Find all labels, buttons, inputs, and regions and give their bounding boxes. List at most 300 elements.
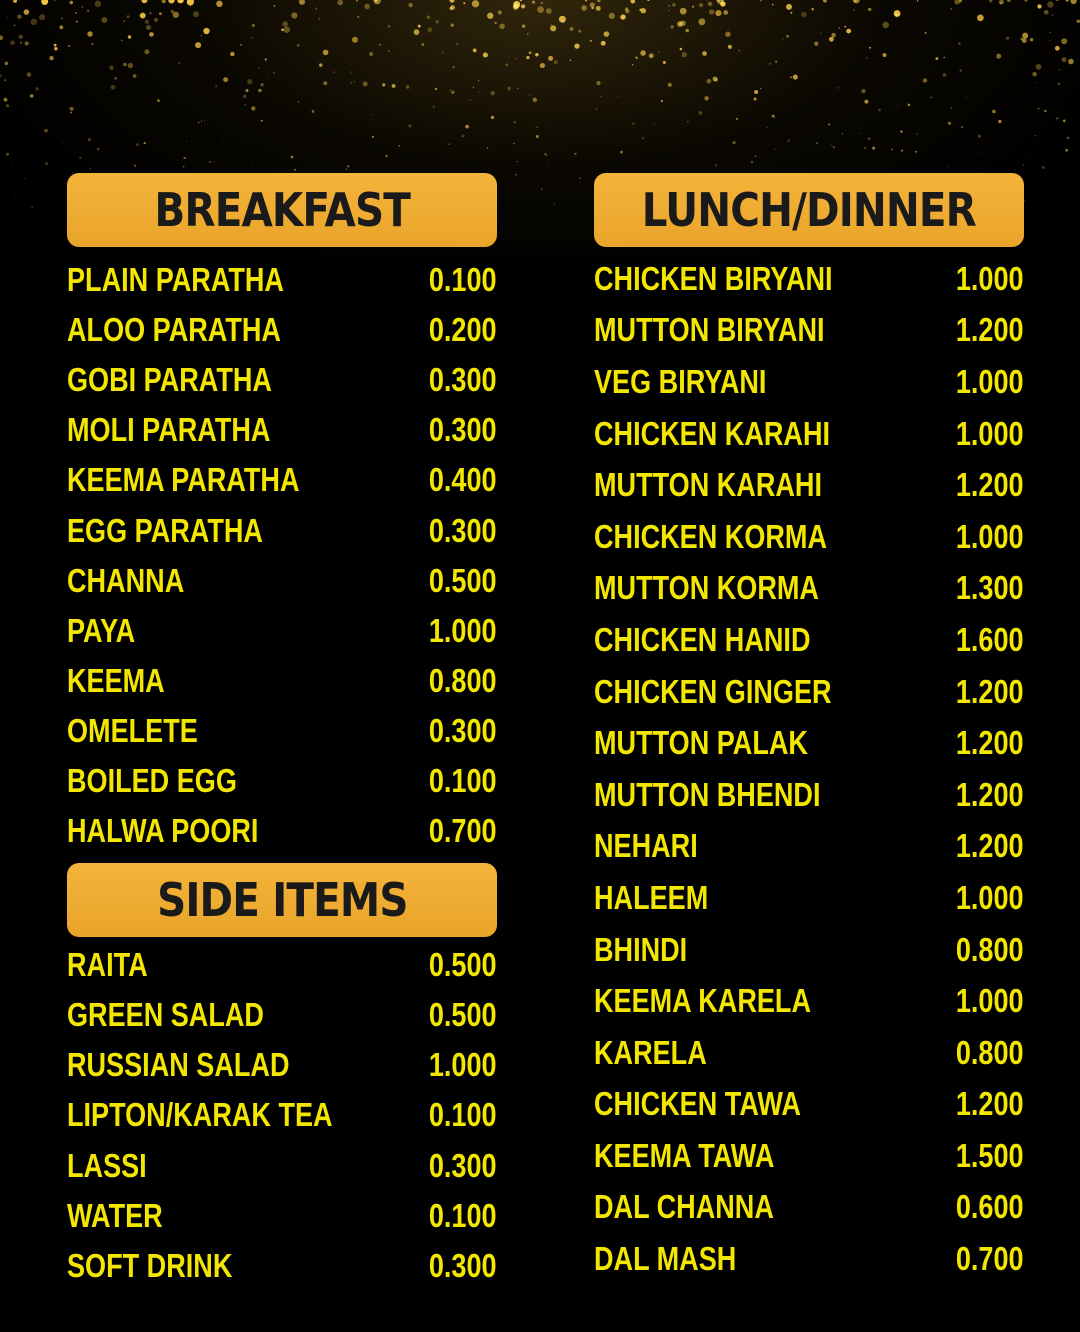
glitter-dot bbox=[642, 137, 644, 139]
glitter-dot bbox=[49, 56, 53, 60]
glitter-dot bbox=[30, 94, 34, 98]
glitter-dot bbox=[45, 162, 48, 165]
glitter-dot bbox=[1047, 1, 1053, 7]
side-items-menu-item bbox=[67, 990, 497, 1040]
glitter-dot bbox=[930, 97, 932, 99]
glitter-dot bbox=[760, 0, 762, 1]
glitter-dot bbox=[529, 94, 530, 95]
glitter-dot bbox=[872, 147, 875, 150]
glitter-dot bbox=[1020, 38, 1023, 41]
glitter-dot bbox=[916, 133, 917, 134]
item-price: 1.000 bbox=[956, 414, 1024, 452]
item-price: 0.300 bbox=[429, 711, 497, 749]
glitter-dot bbox=[838, 27, 840, 29]
item-name: RAITA bbox=[67, 946, 148, 984]
side-items-menu-item bbox=[67, 1040, 497, 1090]
glitter-dot bbox=[1006, 37, 1009, 40]
glitter-dot bbox=[772, 4, 774, 6]
glitter-dot bbox=[725, 31, 730, 36]
glitter-dot bbox=[702, 51, 707, 56]
glitter-dot bbox=[90, 168, 91, 169]
glitter-dot bbox=[382, 83, 385, 86]
item-name: CHICKEN HANID bbox=[594, 620, 811, 658]
item-price: 0.600 bbox=[956, 1188, 1024, 1226]
glitter-dot bbox=[283, 21, 288, 26]
glitter-dot bbox=[183, 166, 185, 168]
lunch-dinner-menu-item bbox=[594, 872, 1024, 924]
glitter-dot bbox=[760, 88, 761, 89]
glitter-dot bbox=[193, 11, 199, 17]
glitter-dot bbox=[388, 50, 389, 51]
glitter-dot bbox=[186, 141, 187, 142]
glitter-dot bbox=[356, 0, 358, 2]
glitter-dot bbox=[965, 97, 966, 98]
glitter-dot bbox=[167, 105, 168, 106]
glitter-dot bbox=[585, 0, 587, 2]
glitter-dot bbox=[541, 188, 543, 190]
glitter-dot bbox=[1035, 135, 1036, 136]
glitter-dot bbox=[570, 60, 572, 62]
item-price: 1.200 bbox=[956, 724, 1024, 762]
glitter-dot bbox=[203, 28, 209, 34]
glitter-dot bbox=[1056, 117, 1058, 119]
glitter-dot bbox=[853, 9, 855, 11]
glitter-dot bbox=[947, 167, 948, 168]
item-name: CHICKEN TAWA bbox=[594, 1085, 801, 1123]
glitter-dot bbox=[846, 29, 851, 34]
glitter-dot bbox=[337, 0, 343, 5]
glitter-dot bbox=[12, 164, 13, 165]
glitter-dot bbox=[198, 122, 199, 123]
glitter-dot bbox=[245, 104, 246, 105]
breakfast-menu-item bbox=[67, 255, 497, 305]
glitter-dot bbox=[590, 40, 592, 42]
glitter-dot bbox=[392, 84, 396, 88]
glitter-dot bbox=[698, 18, 705, 25]
glitter-dot bbox=[364, 4, 369, 9]
item-price: 0.100 bbox=[429, 1096, 497, 1134]
glitter-dot bbox=[609, 13, 615, 19]
glitter-dot bbox=[1049, 31, 1051, 33]
glitter-dot bbox=[559, 16, 566, 23]
item-price: 1.200 bbox=[956, 827, 1024, 865]
glitter-dot bbox=[838, 87, 839, 88]
glitter-dot bbox=[513, 143, 514, 144]
glitter-dot bbox=[708, 2, 712, 6]
glitter-dot bbox=[517, 161, 518, 162]
glitter-dot bbox=[346, 168, 348, 170]
glitter-dot bbox=[357, 16, 359, 18]
glitter-dot bbox=[521, 4, 525, 8]
glitter-dot bbox=[273, 72, 274, 73]
glitter-dot bbox=[772, 115, 775, 118]
item-name: GREEN SALAD bbox=[67, 996, 264, 1034]
glitter-dot bbox=[908, 104, 911, 107]
glitter-dot bbox=[782, 38, 783, 39]
lunch-dinner-menu-item bbox=[594, 924, 1024, 976]
glitter-dot bbox=[579, 182, 580, 183]
glitter-dot bbox=[498, 10, 502, 14]
glitter-dot bbox=[680, 20, 686, 26]
item-price: 0.300 bbox=[429, 411, 497, 449]
glitter-dot bbox=[451, 91, 455, 95]
glitter-dot bbox=[1058, 83, 1060, 85]
glitter-dot bbox=[1036, 184, 1037, 185]
glitter-dot bbox=[868, 137, 871, 140]
glitter-dot bbox=[1042, 166, 1045, 169]
glitter-dot bbox=[449, 7, 452, 10]
glitter-dot bbox=[516, 58, 517, 59]
glitter-dot bbox=[579, 177, 581, 179]
glitter-dot bbox=[25, 178, 26, 179]
item-price: 1.300 bbox=[956, 569, 1024, 607]
glitter-dot bbox=[1061, 38, 1067, 44]
glitter-dot bbox=[687, 121, 688, 122]
glitter-dot bbox=[1062, 57, 1067, 62]
item-price: 0.700 bbox=[956, 1240, 1024, 1278]
lunch-dinner-menu-item bbox=[594, 1233, 1024, 1285]
glitter-dot bbox=[243, 95, 246, 98]
glitter-dot bbox=[398, 145, 400, 147]
glitter-dot bbox=[647, 0, 649, 1]
lunch-dinner-menu-item bbox=[594, 305, 1024, 357]
glitter-dot bbox=[948, 122, 951, 125]
glitter-dot bbox=[388, 25, 390, 27]
glitter-dot bbox=[54, 47, 57, 50]
glitter-dot bbox=[195, 42, 201, 48]
glitter-dot bbox=[491, 116, 494, 119]
glitter-dot bbox=[889, 160, 890, 161]
glitter-dot bbox=[61, 142, 62, 143]
glitter-dot bbox=[351, 82, 352, 83]
glitter-dot bbox=[1059, 69, 1060, 70]
lunch-dinner-list bbox=[594, 253, 1024, 1285]
glitter-dot bbox=[121, 40, 123, 42]
glitter-dot bbox=[574, 44, 579, 49]
glitter-dot bbox=[998, 120, 1001, 123]
side-items-menu-item bbox=[67, 940, 497, 990]
glitter-dot bbox=[149, 32, 154, 37]
glitter-dot bbox=[600, 96, 601, 97]
item-price: 0.500 bbox=[429, 996, 497, 1034]
glitter-dot bbox=[252, 166, 253, 167]
glitter-dot bbox=[414, 29, 420, 35]
item-price: 0.400 bbox=[429, 461, 497, 499]
glitter-dot bbox=[144, 49, 149, 54]
glitter-dot bbox=[68, 45, 70, 47]
glitter-dot bbox=[1023, 164, 1025, 166]
glitter-dot bbox=[298, 101, 299, 102]
glitter-dot bbox=[266, 153, 267, 154]
glitter-dot bbox=[754, 90, 758, 94]
glitter-dot bbox=[668, 83, 672, 87]
glitter-dot bbox=[421, 43, 424, 46]
glitter-dot bbox=[198, 163, 199, 164]
glitter-dot bbox=[706, 0, 707, 1]
glitter-dot bbox=[828, 123, 830, 125]
breakfast-menu-item bbox=[67, 405, 497, 455]
glitter-dot bbox=[473, 49, 477, 53]
item-name: KEEMA bbox=[67, 661, 165, 699]
glitter-dot bbox=[291, 156, 294, 159]
breakfast-menu-item bbox=[67, 706, 497, 756]
glitter-dot bbox=[1066, 0, 1069, 2]
breakfast-list bbox=[67, 255, 497, 856]
glitter-dot bbox=[214, 161, 215, 162]
glitter-dot bbox=[5, 62, 9, 66]
glitter-dot bbox=[209, 161, 211, 163]
item-price: 0.700 bbox=[429, 812, 497, 850]
glitter-dot bbox=[409, 171, 410, 172]
glitter-dot bbox=[1065, 149, 1068, 152]
item-price: 0.800 bbox=[429, 661, 497, 699]
glitter-dot bbox=[883, 53, 887, 57]
glitter-dot bbox=[284, 139, 285, 140]
glitter-dot bbox=[157, 99, 160, 102]
item-name: ALOO PARATHA bbox=[67, 311, 281, 349]
breakfast-heading bbox=[67, 173, 497, 247]
glitter-dot bbox=[14, 24, 16, 26]
item-price: 1.200 bbox=[956, 466, 1024, 504]
glitter-dot bbox=[977, 15, 984, 22]
breakfast-title: BREAKFAST bbox=[154, 183, 410, 237]
glitter-dot bbox=[620, 151, 623, 154]
glitter-dot bbox=[999, 0, 1004, 5]
lunch-dinner-title: LUNCH/DINNER bbox=[641, 183, 977, 237]
item-price: 0.800 bbox=[956, 1033, 1024, 1071]
breakfast-menu-item bbox=[67, 455, 497, 505]
glitter-dot bbox=[70, 107, 74, 111]
glitter-dot bbox=[101, 17, 107, 23]
glitter-dot bbox=[767, 127, 768, 128]
glitter-dot bbox=[24, 9, 29, 14]
lunch-dinner-menu-item bbox=[594, 511, 1024, 563]
glitter-dot bbox=[449, 89, 451, 91]
glitter-dot bbox=[1067, 137, 1070, 140]
glitter-dot bbox=[864, 147, 866, 149]
glitter-dot bbox=[961, 126, 963, 128]
glitter-dot bbox=[831, 33, 835, 37]
glitter-dot bbox=[141, 0, 147, 3]
glitter-dot bbox=[133, 74, 137, 78]
glitter-dot bbox=[379, 44, 380, 45]
glitter-dot bbox=[507, 87, 511, 91]
glitter-dot bbox=[258, 67, 259, 68]
glitter-dot bbox=[41, 0, 48, 5]
lunch-dinner-menu-item bbox=[594, 717, 1024, 769]
glitter-dot bbox=[1071, 215, 1072, 216]
glitter-dot bbox=[570, 27, 574, 31]
glitter-dot bbox=[127, 15, 130, 18]
glitter-dot bbox=[146, 25, 151, 30]
glitter-dot bbox=[162, 0, 166, 3]
glitter-dot bbox=[754, 97, 757, 100]
glitter-dot bbox=[354, 81, 355, 82]
glitter-dot bbox=[540, 63, 545, 68]
glitter-dot bbox=[654, 123, 655, 124]
glitter-dot bbox=[672, 3, 676, 7]
glitter-dot bbox=[859, 146, 860, 147]
glitter-dot bbox=[821, 32, 822, 33]
glitter-dot bbox=[979, 168, 980, 169]
glitter-dot bbox=[951, 108, 952, 109]
lunch-dinner-menu-item bbox=[594, 1182, 1024, 1234]
glitter-dot bbox=[483, 52, 488, 57]
glitter-dot bbox=[943, 57, 945, 59]
glitter-dot bbox=[323, 81, 327, 85]
glitter-dot bbox=[70, 1, 74, 5]
lunch-dinner-menu-item bbox=[594, 821, 1024, 873]
item-name: EGG PARATHA bbox=[67, 511, 263, 549]
glitter-dot bbox=[917, 0, 918, 1]
glitter-dot bbox=[252, 24, 255, 27]
glitter-dot bbox=[1049, 40, 1050, 41]
glitter-dot bbox=[1055, 46, 1060, 51]
glitter-dot bbox=[87, 31, 92, 36]
glitter-dot bbox=[869, 47, 871, 49]
glitter-dot bbox=[435, 88, 437, 90]
glitter-dot bbox=[323, 50, 329, 56]
glitter-dot bbox=[526, 56, 529, 59]
item-price: 1.000 bbox=[956, 878, 1024, 916]
glitter-dot bbox=[554, 60, 558, 64]
glitter-dot bbox=[6, 104, 9, 107]
glitter-dot bbox=[363, 81, 368, 86]
item-price: 1.000 bbox=[956, 517, 1024, 555]
glitter-dot bbox=[537, 6, 544, 13]
glitter-dot bbox=[682, 52, 687, 57]
glitter-dot bbox=[958, 42, 960, 44]
glitter-dot bbox=[372, 136, 374, 138]
glitter-dot bbox=[554, 204, 556, 206]
glitter-dot bbox=[436, 20, 439, 23]
glitter-dot bbox=[550, 25, 556, 31]
glitter-dot bbox=[1070, 0, 1076, 4]
glitter-dot bbox=[775, 61, 777, 63]
lunch-dinner-menu-item bbox=[594, 1027, 1024, 1079]
glitter-dot bbox=[604, 31, 610, 37]
glitter-dot bbox=[111, 85, 116, 90]
glitter-dot bbox=[535, 53, 539, 57]
glitter-dot bbox=[385, 155, 388, 158]
glitter-dot bbox=[372, 114, 373, 115]
glitter-dot bbox=[649, 53, 654, 58]
glitter-dot bbox=[350, 71, 351, 72]
glitter-dot bbox=[315, 8, 317, 10]
item-name: CHANNA bbox=[67, 561, 185, 599]
glitter-dot bbox=[632, 123, 634, 125]
glitter-dot bbox=[854, 0, 860, 3]
glitter-dot bbox=[183, 157, 185, 159]
glitter-dot bbox=[319, 63, 322, 66]
glitter-dot bbox=[473, 87, 475, 89]
glitter-dot bbox=[723, 10, 728, 15]
item-price: 1.200 bbox=[956, 775, 1024, 813]
item-name: LASSI bbox=[67, 1146, 147, 1184]
side-items-list bbox=[67, 940, 497, 1291]
glitter-dot bbox=[251, 106, 255, 110]
glitter-dot bbox=[522, 25, 525, 28]
glitter-dot bbox=[548, 56, 553, 61]
glitter-dot bbox=[4, 232, 5, 233]
glitter-dot bbox=[943, 73, 947, 77]
glitter-dot bbox=[548, 162, 549, 163]
glitter-dot bbox=[529, 51, 532, 54]
glitter-dot bbox=[811, 8, 814, 11]
glitter-dot bbox=[596, 81, 600, 85]
side-items-menu-item bbox=[67, 1191, 497, 1241]
lunch-dinner-menu-item bbox=[594, 408, 1024, 460]
glitter-dot bbox=[81, 6, 83, 8]
glitter-dot bbox=[505, 63, 508, 66]
item-name: MUTTON PALAK bbox=[594, 724, 808, 762]
lunch-dinner-menu-item bbox=[594, 1130, 1024, 1182]
breakfast-menu-item bbox=[67, 355, 497, 405]
glitter-dot bbox=[897, 106, 898, 107]
glitter-dot bbox=[177, 0, 184, 3]
glitter-dot bbox=[801, 12, 806, 17]
glitter-dot bbox=[27, 72, 32, 77]
glitter-dot bbox=[1024, 0, 1027, 2]
glitter-dot bbox=[680, 48, 683, 51]
glitter-dot bbox=[954, 0, 959, 5]
glitter-dot bbox=[1036, 82, 1037, 83]
glitter-dot bbox=[774, 148, 775, 149]
item-price: 0.800 bbox=[956, 930, 1024, 968]
glitter-dot bbox=[1045, 200, 1046, 201]
item-name: MOLI PARATHA bbox=[67, 411, 271, 449]
glitter-dot bbox=[54, 44, 57, 47]
glitter-dot bbox=[91, 43, 93, 45]
lunch-dinner-menu-item bbox=[594, 459, 1024, 511]
glitter-dot bbox=[996, 54, 1001, 59]
item-name: CHICKEN KARAHI bbox=[594, 414, 831, 452]
lunch-dinner-menu-item bbox=[594, 666, 1024, 718]
item-name: LIPTON/KARAK TEA bbox=[67, 1096, 333, 1134]
item-name: CHICKEN KORMA bbox=[594, 517, 828, 555]
glitter-dot bbox=[333, 71, 335, 73]
glitter-dot bbox=[692, 6, 694, 8]
glitter-dot bbox=[1037, 4, 1041, 8]
item-name: MUTTON KARAHI bbox=[594, 466, 822, 504]
glitter-dot bbox=[150, 12, 152, 14]
glitter-dot bbox=[1056, 0, 1058, 1]
glitter-dot bbox=[265, 58, 267, 60]
glitter-dot bbox=[97, 148, 100, 151]
glitter-dot bbox=[128, 35, 131, 38]
glitter-dot bbox=[260, 83, 263, 86]
glitter-dot bbox=[546, 155, 547, 156]
item-name: CHICKEN BIRYANI bbox=[594, 259, 833, 297]
glitter-dot bbox=[10, 40, 15, 45]
glitter-dot bbox=[312, 110, 315, 113]
glitter-dot bbox=[950, 8, 952, 10]
item-name: PLAIN PARATHA bbox=[67, 261, 284, 299]
breakfast-menu-item bbox=[67, 656, 497, 706]
side-items-title: SIDE ITEMS bbox=[156, 873, 408, 928]
glitter-dot bbox=[123, 63, 126, 66]
glitter-dot bbox=[95, 1, 101, 7]
glitter-dot bbox=[418, 25, 421, 28]
glitter-dot bbox=[201, 121, 202, 122]
glitter-dot bbox=[1038, 108, 1040, 110]
glitter-dot bbox=[714, 78, 718, 82]
glitter-dot bbox=[658, 51, 659, 52]
item-name: NEHARI bbox=[594, 827, 698, 865]
breakfast-menu-item bbox=[67, 556, 497, 606]
glitter-dot bbox=[487, 13, 493, 19]
glitter-dot bbox=[44, 129, 48, 133]
